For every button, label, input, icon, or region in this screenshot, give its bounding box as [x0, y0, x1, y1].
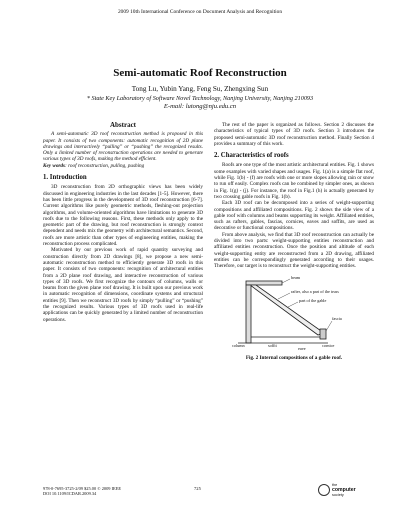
- keywords: [43, 163, 203, 169]
- author-email: E-mail: lutong@nju.edu.cn: [163, 103, 237, 110]
- figure-caption: Fig. 2 Internal compositions of a gable roof.: [245, 354, 343, 361]
- label-beam: beam: [291, 274, 301, 280]
- intro-paragraph-2: Motivated by our previous work of rapid quantity surveying and construction directly from 2D drawings [8], we propose a new semi-automatic reconstruction method to efficiently generate 3D roofs in this paper. It consists of two components: recognition of architectural entities from a 2D plane roof drawing, and interactive reconstruction of various types of 3D roofs. We first recognize the contours of columns, walls or beams from the given plane roof drawing. It is built upon our previous work in automatic recognition of dimensions, coordinate systems and structural entities [9]. Then we reconstruct 3D roofs by simply “pulling” or “pushing” the recognized results. Various types of 3D roofs used in real-life applications can be quickly generated by a limited number of reconstruction operations.: [43, 247, 203, 323]
- label-eave: eave: [298, 345, 306, 351]
- footer-doi: DOI 10.1109/ICDAR.2009.34: [43, 491, 97, 497]
- label-column: column: [232, 342, 245, 348]
- author-list: Tong Lu, Yubin Yang, Feng Su, Zhengxing Sun: [131, 85, 269, 93]
- section-1-heading: 1. Introduction: [43, 174, 87, 182]
- intro-paragraph-1: 3D reconstruction from 2D orthographic views has been widely discussed in engineering industries in the last decades [1-5]. However, there has been little progress in the development of 3D roof reconstruction [6-7]. Current algorithms like purely geometric methods, fleshing-out projection algorithms, and volume-oriented algorithms have limitations to generate 3D roofs due to the following reasons. First, these methods only apply to the geometric part of the drawing, but roof reconstruction is strongly context dependent and needs mix the geometry with architectural semantics. Second, roofs are more artistic than other types of engineering entities, making the reconstruction process complicated.: [43, 184, 203, 248]
- roofs-paragraph-1: Roofs are one type of the most artistic architectural entities. Fig. 1 shows some examples with varied shapes and usages. Fig. 1(a) is a simple flat roof, while Fig. 1(b) - (f) are roofs with one or more slopes allowing rain or snow to run off easily. Complex roofs can be combined by simpler ones, as shown in Fig. 1(g) - (j). For instance, the roof in Fig.1 (h) is actually generated by two crossing gable roofs in Fig. 1(b).: [214, 162, 374, 200]
- section-2-heading: 2. Characteristics of roofs: [214, 152, 289, 160]
- running-head: 2009 10th International Conference on Document Analysis and Recognition: [117, 9, 283, 15]
- label-soffit: soffit: [268, 342, 277, 348]
- label-rafter: rafter, also a part of the truss: [291, 288, 339, 294]
- abstract-heading: Abstract: [109, 121, 137, 129]
- label-fascia: fascia: [332, 315, 342, 321]
- affiliation: * State Key Laboratory of Software Novel Technology, Nanjing University, Nanjing 210093: [86, 95, 314, 102]
- page-number: 725: [194, 486, 201, 491]
- copyright-footer: [43, 486, 121, 497]
- logo-ring-icon: [318, 484, 330, 496]
- abstract-text: A semi-automatic 3D roof reconstruction method is proposed in this paper. It consists of two components: automatic recognition of 2D plane drawings and interactively “pulling” or “pushing” the recognized results. Only a limited number of reconstruction operations are needed to generate various types of 3D roofs, making the method efficient.: [43, 131, 203, 163]
- keywords-text: : roof reconstruction, pulling, pushing: [65, 162, 145, 169]
- keywords-label: Key words: [43, 162, 66, 169]
- gable-roof-figure: [228, 275, 358, 353]
- logo-line-1: the: [332, 483, 338, 487]
- outline-paragraph: The rest of the paper is organized as follows. Section 2 discusses the characteristics of typical types of 3D roofs. Section 3 introduces the proposed semi-automatic 3D roof reconstruction method. Finally Section 4 provides a summary of this work.: [214, 122, 374, 147]
- left-column: [43, 122, 203, 323]
- footer-isbn: 978-0-7695-3725-2/09 $25.00 © 2009 IEEE: [43, 486, 122, 491]
- right-column: [214, 122, 374, 361]
- computer-society-logo: [318, 482, 368, 500]
- gable-roof-drawing: [228, 275, 358, 353]
- roofs-paragraph-3: From above analysis, we find that 3D roof reconstruction can actually be divided into two parts: weight-supporting entities reconstruction and affiliated entities reconstruction. Once the position and altitude of each weight-supporting entity are reconstructed from a 2D drawing, affiliated entities can be correspondingly generated according to their usages. Therefore, our target is to reconstruct the weight-supporting entities.: [214, 231, 374, 270]
- label-gable: part of the gable: [299, 297, 327, 303]
- label-cornice: cornice: [322, 342, 335, 348]
- logo-line-3: society: [332, 493, 344, 497]
- logo-line-2: computer: [332, 487, 356, 493]
- paper-title: Semi-automatic Roof Reconstruction: [113, 67, 287, 79]
- roofs-paragraph-2: Each 3D roof can be decomposed into a series of weight-supporting compositions and affiliated compositions. Fig. 2 shows the side view of a gable roof with columns and beams supporting its weight. Affiliated entities, such as rafters, gables, fascias, cornices, eaves and soffits, are used as decorative or functional compositions.: [214, 200, 374, 232]
